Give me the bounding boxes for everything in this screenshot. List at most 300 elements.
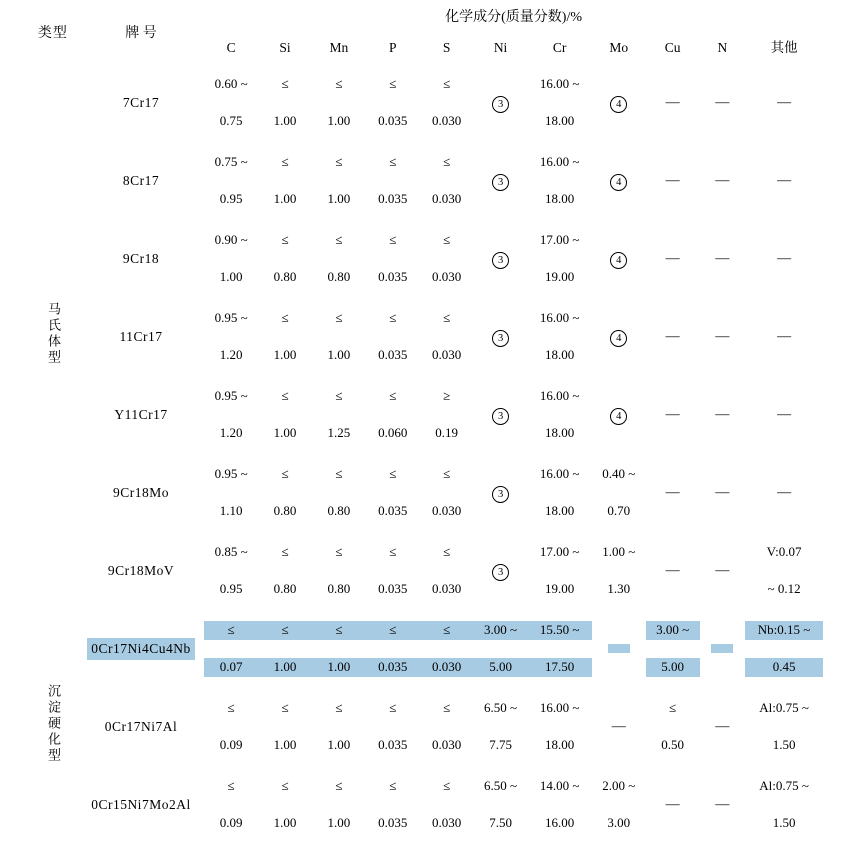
- composition-cell: [420, 376, 474, 454]
- composition-cell: [592, 376, 646, 454]
- header-element-mo: Mo: [609, 40, 629, 56]
- composition-cell: [592, 220, 646, 298]
- value-pair: [745, 699, 823, 756]
- composition-cell: [745, 688, 823, 766]
- value-upper: ≤: [258, 621, 312, 640]
- header-element-cu: Cu: [664, 40, 681, 56]
- value-upper: Nb:0.15 ~: [745, 621, 823, 640]
- value-lower: 0.80: [273, 269, 297, 285]
- composition-cell: [204, 376, 258, 454]
- composition-cell: [474, 64, 528, 142]
- value-lower: 0.80: [327, 503, 351, 519]
- value-upper: ≤: [389, 777, 397, 793]
- composition-cell: [700, 766, 746, 844]
- value-upper: ≤: [389, 231, 397, 247]
- composition-cell: [258, 220, 312, 298]
- composition-cell: [258, 454, 312, 532]
- composition-cell: [366, 454, 420, 532]
- value-lower: 18.00: [545, 737, 575, 753]
- composition-cell: [700, 532, 746, 610]
- composition-cell: [646, 454, 700, 532]
- value-pair: [204, 543, 258, 600]
- value-pair: [420, 231, 474, 288]
- footnote-marker: 4: [610, 174, 627, 191]
- composition-cell: [646, 688, 700, 766]
- value-lower: 5.00: [474, 658, 528, 677]
- composition-cell: [258, 376, 312, 454]
- value-dash: —: [665, 94, 680, 110]
- value-pair: [745, 621, 823, 678]
- group-type-cell: [28, 64, 78, 610]
- value-dash: —: [665, 250, 680, 266]
- composition-cell: [474, 688, 528, 766]
- value-pair: [420, 153, 474, 210]
- composition-cell: [592, 532, 646, 610]
- value-dash: —: [777, 94, 792, 110]
- table-row: [28, 142, 823, 220]
- value-lower: 0.035: [366, 658, 420, 677]
- value-lower: 0.80: [273, 581, 297, 597]
- value-upper: 16.00 ~: [539, 387, 580, 403]
- value-pair: [258, 621, 312, 678]
- value-pair: [204, 699, 258, 756]
- value-pair: [745, 777, 823, 834]
- composition-cell: [528, 298, 592, 376]
- value-lower: 0.030: [432, 737, 462, 753]
- value-lower: 0.030: [432, 191, 462, 207]
- value-upper: ≤: [335, 777, 343, 793]
- composition-cell: [474, 454, 528, 532]
- value-lower: 1.00: [273, 347, 297, 363]
- value-pair: [366, 231, 420, 288]
- value-lower: 0.035: [378, 581, 408, 597]
- value-lower: 1.20: [219, 347, 243, 363]
- value-upper: 3.00 ~: [646, 621, 700, 640]
- value-pair: [646, 621, 700, 678]
- composition-cell: [204, 766, 258, 844]
- value-dash: —: [715, 562, 730, 578]
- value-upper: Al:0.75 ~: [759, 699, 809, 715]
- value-pair: [204, 465, 258, 522]
- value-pair: [474, 777, 528, 834]
- value-dash: —: [715, 718, 730, 734]
- value-upper: ≤: [389, 309, 397, 325]
- value-lower: 0.035: [378, 815, 408, 831]
- composition-cell: [312, 610, 366, 688]
- value-upper: 1.00 ~: [602, 543, 636, 559]
- value-lower: 1.20: [219, 425, 243, 441]
- header-element-p: P: [389, 40, 397, 56]
- value-pair: [204, 231, 258, 288]
- value-lower: 1.00: [327, 737, 351, 753]
- value-upper: Al:0.75 ~: [759, 777, 809, 793]
- value-pair: [258, 699, 312, 756]
- composition-cell: [592, 298, 646, 376]
- value-lower: ~ 0.12: [767, 581, 801, 597]
- composition-cell: [745, 142, 823, 220]
- value-upper: ≤: [389, 153, 397, 169]
- value-lower: 0.07: [204, 658, 258, 677]
- value-pair: [204, 777, 258, 834]
- composition-cell: [646, 532, 700, 610]
- grade-cell: 8Cr17: [122, 173, 160, 189]
- value-lower: 0.030: [432, 581, 462, 597]
- composition-cell: [474, 766, 528, 844]
- value-pair: [420, 621, 474, 678]
- composition-cell: [312, 298, 366, 376]
- composition-cell: [646, 64, 700, 142]
- composition-cell: [646, 766, 700, 844]
- value-upper: ≤: [281, 543, 289, 559]
- value-pair: [366, 621, 420, 678]
- grade-cell: 7Cr17: [122, 95, 160, 111]
- value-pair: [258, 387, 312, 444]
- composition-cell: [700, 298, 746, 376]
- footnote-marker: 3: [492, 96, 509, 113]
- value-lower: 0.80: [327, 581, 351, 597]
- value-lower: 18.00: [545, 425, 575, 441]
- composition-cell: [312, 376, 366, 454]
- composition-cell: [528, 688, 592, 766]
- value-pair: [312, 309, 366, 366]
- value-upper: ≤: [281, 387, 289, 403]
- value-dash: —: [665, 562, 680, 578]
- composition-cell: [204, 454, 258, 532]
- value-upper: 16.00 ~: [539, 75, 580, 91]
- value-lower: 0.19: [435, 425, 459, 441]
- value-pair: [258, 777, 312, 834]
- value-lower: 0.09: [219, 737, 243, 753]
- value-pair: [592, 465, 646, 522]
- footnote-marker: 4: [610, 408, 627, 425]
- value-upper: 0.95 ~: [214, 465, 248, 481]
- value-pair: [366, 387, 420, 444]
- composition-cell: [312, 532, 366, 610]
- composition-cell: [474, 142, 528, 220]
- value-pair: [204, 309, 258, 366]
- value-upper: ≤: [389, 75, 397, 91]
- composition-cell: [528, 376, 592, 454]
- table-row: [28, 64, 823, 142]
- value-pair: [528, 621, 592, 678]
- composition-cell: [420, 298, 474, 376]
- footnote-marker: 3: [492, 564, 509, 581]
- highlight-bar: [711, 644, 733, 653]
- value-lower: 0.45: [745, 658, 823, 677]
- value-lower: 1.00: [327, 815, 351, 831]
- value-upper: 3.00 ~: [474, 621, 528, 640]
- value-pair: [312, 75, 366, 132]
- composition-cell: [592, 688, 646, 766]
- value-pair: [258, 231, 312, 288]
- header-element-other: 其他: [770, 40, 798, 56]
- footnote-marker: 3: [492, 486, 509, 503]
- value-upper: ≤: [312, 621, 366, 640]
- value-upper: ≤: [281, 75, 289, 91]
- composition-cell: [258, 766, 312, 844]
- value-lower: 0.95: [219, 581, 243, 597]
- composition-cell: [258, 64, 312, 142]
- value-dash: —: [665, 796, 680, 812]
- composition-cell: [528, 64, 592, 142]
- value-upper: ≤: [443, 153, 451, 169]
- composition-cell: [474, 220, 528, 298]
- value-pair: [745, 543, 823, 600]
- composition-cell: [420, 220, 474, 298]
- value-upper: ≤: [669, 699, 677, 715]
- value-pair: [420, 465, 474, 522]
- table-row: [28, 298, 823, 376]
- composition-cell: [646, 376, 700, 454]
- value-dash: —: [777, 172, 792, 188]
- composition-cell: [592, 610, 646, 688]
- value-lower: 0.50: [661, 737, 684, 753]
- value-upper: ≤: [335, 153, 343, 169]
- composition-cell: [366, 142, 420, 220]
- value-upper: ≤: [443, 309, 451, 325]
- table-header: [28, 4, 823, 64]
- composition-cell: [204, 220, 258, 298]
- value-upper: 6.50 ~: [484, 777, 518, 793]
- value-pair: [366, 465, 420, 522]
- grade-cell: Y11Cr17: [114, 407, 168, 423]
- value-pair: [420, 543, 474, 600]
- value-pair: [312, 621, 366, 678]
- value-lower: 0.035: [378, 737, 408, 753]
- composition-cell: [700, 454, 746, 532]
- value-upper: ≤: [443, 465, 451, 481]
- header-grade: 牌 号: [125, 25, 157, 41]
- value-pair: [528, 777, 592, 834]
- value-upper: ≤: [335, 309, 343, 325]
- composition-cell: [745, 220, 823, 298]
- value-upper: ≤: [389, 465, 397, 481]
- value-lower: 1.00: [327, 113, 351, 129]
- header-element-c: C: [226, 40, 236, 56]
- value-upper: ≤: [335, 543, 343, 559]
- value-upper: ≤: [227, 699, 235, 715]
- value-upper: ≤: [443, 543, 451, 559]
- value-lower: 1.00: [312, 658, 366, 677]
- grade-cell: 0Cr17Ni7Al: [104, 719, 178, 735]
- composition-cell: [528, 766, 592, 844]
- value-upper: ≤: [389, 387, 397, 403]
- composition-cell: [420, 688, 474, 766]
- composition-cell: [474, 610, 528, 688]
- composition-cell: [204, 298, 258, 376]
- composition-cell: [366, 376, 420, 454]
- composition-cell: [366, 610, 420, 688]
- value-lower: 18.00: [545, 191, 575, 207]
- value-pair: [646, 699, 700, 756]
- value-upper: 0.40 ~: [602, 465, 636, 481]
- composition-cell: [745, 376, 823, 454]
- composition-cell: [420, 454, 474, 532]
- value-lower: 0.035: [378, 113, 408, 129]
- composition-cell: [700, 64, 746, 142]
- value-upper: ≤: [443, 75, 451, 91]
- composition-cell: [745, 454, 823, 532]
- value-lower: 1.30: [607, 581, 631, 597]
- value-upper: 0.75 ~: [214, 153, 248, 169]
- value-pair: [528, 75, 592, 132]
- value-pair: [366, 777, 420, 834]
- footnote-marker: 4: [610, 330, 627, 347]
- value-upper: ≤: [281, 465, 289, 481]
- grade-cell: 11Cr17: [119, 329, 163, 345]
- value-lower: 18.00: [545, 503, 575, 519]
- value-lower: 1.00: [273, 425, 297, 441]
- value-pair: [204, 621, 258, 678]
- value-lower: 18.00: [545, 347, 575, 363]
- composition-cell: [592, 766, 646, 844]
- value-lower: 7.75: [489, 737, 512, 753]
- value-lower: 1.00: [219, 269, 243, 285]
- value-dash: —: [715, 250, 730, 266]
- value-upper: ≤: [227, 777, 235, 793]
- value-dash: —: [665, 172, 680, 188]
- value-upper: 0.95 ~: [214, 309, 248, 325]
- composition-cell: [204, 142, 258, 220]
- value-pair: [528, 543, 592, 600]
- composition-cell: [528, 454, 592, 532]
- value-upper: ≤: [443, 231, 451, 247]
- value-lower: 0.030: [432, 113, 462, 129]
- value-dash: —: [665, 328, 680, 344]
- value-upper: ≤: [420, 621, 474, 640]
- table-row: [28, 454, 823, 532]
- value-dash: —: [715, 796, 730, 812]
- footnote-marker: 3: [492, 252, 509, 269]
- header-element-n: N: [717, 40, 728, 56]
- grade-highlight: 0Cr17Ni4Cu4Nb: [87, 638, 195, 660]
- composition-cell: [528, 220, 592, 298]
- value-dash: —: [777, 406, 792, 422]
- value-lower: 0.030: [432, 815, 462, 831]
- composition-cell: [366, 766, 420, 844]
- value-lower: 0.80: [273, 503, 297, 519]
- value-pair: [366, 699, 420, 756]
- value-lower: 17.50: [528, 658, 592, 677]
- composition-cell: [420, 64, 474, 142]
- footnote-marker: 3: [492, 330, 509, 347]
- value-lower: 0.70: [607, 503, 631, 519]
- value-upper: 17.00 ~: [539, 231, 580, 247]
- header-element-si: Si: [279, 40, 291, 56]
- composition-cell: [312, 454, 366, 532]
- value-lower: 0.030: [432, 503, 462, 519]
- value-pair: [528, 387, 592, 444]
- header-element-cr: Cr: [552, 40, 567, 56]
- value-upper: ≤: [335, 387, 343, 403]
- value-pair: [312, 387, 366, 444]
- composition-cell: [700, 142, 746, 220]
- composition-cell: [420, 610, 474, 688]
- steel-composition-table: [28, 4, 823, 844]
- value-dash: —: [665, 406, 680, 422]
- value-upper: 14.00 ~: [539, 777, 580, 793]
- value-lower: 1.00: [258, 658, 312, 677]
- value-lower: 3.00: [607, 815, 631, 831]
- value-lower: 1.25: [327, 425, 351, 441]
- value-lower: 19.00: [545, 581, 575, 597]
- composition-cell: [258, 610, 312, 688]
- value-upper: 0.95 ~: [214, 387, 248, 403]
- value-pair: [204, 153, 258, 210]
- value-lower: 1.00: [273, 113, 297, 129]
- composition-cell: [312, 688, 366, 766]
- value-pair: [528, 465, 592, 522]
- composition-cell: [258, 298, 312, 376]
- value-pair: [312, 465, 366, 522]
- value-pair: [592, 543, 646, 600]
- composition-cell: [258, 142, 312, 220]
- value-pair: [312, 231, 366, 288]
- value-pair: [528, 309, 592, 366]
- value-dash: —: [715, 94, 730, 110]
- value-upper: 0.90 ~: [214, 231, 248, 247]
- value-lower: 0.035: [378, 269, 408, 285]
- value-pair: [366, 153, 420, 210]
- value-upper: 16.00 ~: [539, 309, 580, 325]
- value-upper: ≤: [281, 699, 289, 715]
- value-pair: [528, 699, 592, 756]
- composition-cell: [700, 376, 746, 454]
- composition-cell: [420, 766, 474, 844]
- header-element-mn: Mn: [329, 40, 349, 56]
- value-upper: V:0.07: [766, 543, 802, 559]
- value-upper: ≤: [443, 699, 451, 715]
- value-lower: 5.00: [646, 658, 700, 677]
- composition-cell: [745, 298, 823, 376]
- table-body: [28, 64, 823, 844]
- value-upper: ≤: [281, 231, 289, 247]
- value-upper: 2.00 ~: [602, 777, 636, 793]
- composition-cell: [366, 220, 420, 298]
- composition-cell: [204, 64, 258, 142]
- value-dash: —: [777, 250, 792, 266]
- header-type: 类型: [37, 25, 68, 41]
- value-pair: [204, 75, 258, 132]
- composition-cell: [592, 142, 646, 220]
- value-upper: ≤: [281, 309, 289, 325]
- value-lower: 1.10: [219, 503, 243, 519]
- value-lower: 19.00: [545, 269, 575, 285]
- composition-cell: [745, 610, 823, 688]
- composition-cell: [366, 688, 420, 766]
- value-lower: 0.75: [219, 113, 243, 129]
- value-lower: 0.060: [378, 425, 408, 441]
- value-dash: —: [715, 406, 730, 422]
- header-element-ni: Ni: [493, 40, 508, 56]
- grade-cell: 9Cr18: [122, 251, 160, 267]
- value-upper: 17.00 ~: [539, 543, 580, 559]
- composition-cell: [474, 298, 528, 376]
- value-dash: —: [665, 484, 680, 500]
- composition-cell: [745, 532, 823, 610]
- value-lower: 0.030: [420, 658, 474, 677]
- value-pair: [258, 543, 312, 600]
- table-row: [28, 220, 823, 298]
- value-upper: ≤: [335, 699, 343, 715]
- value-pair: [420, 75, 474, 132]
- value-lower: 1.00: [327, 191, 351, 207]
- value-lower: 7.50: [489, 815, 512, 831]
- table-row: [28, 610, 823, 688]
- value-pair: [312, 777, 366, 834]
- composition-cell: [528, 532, 592, 610]
- value-upper: 6.50 ~: [484, 699, 518, 715]
